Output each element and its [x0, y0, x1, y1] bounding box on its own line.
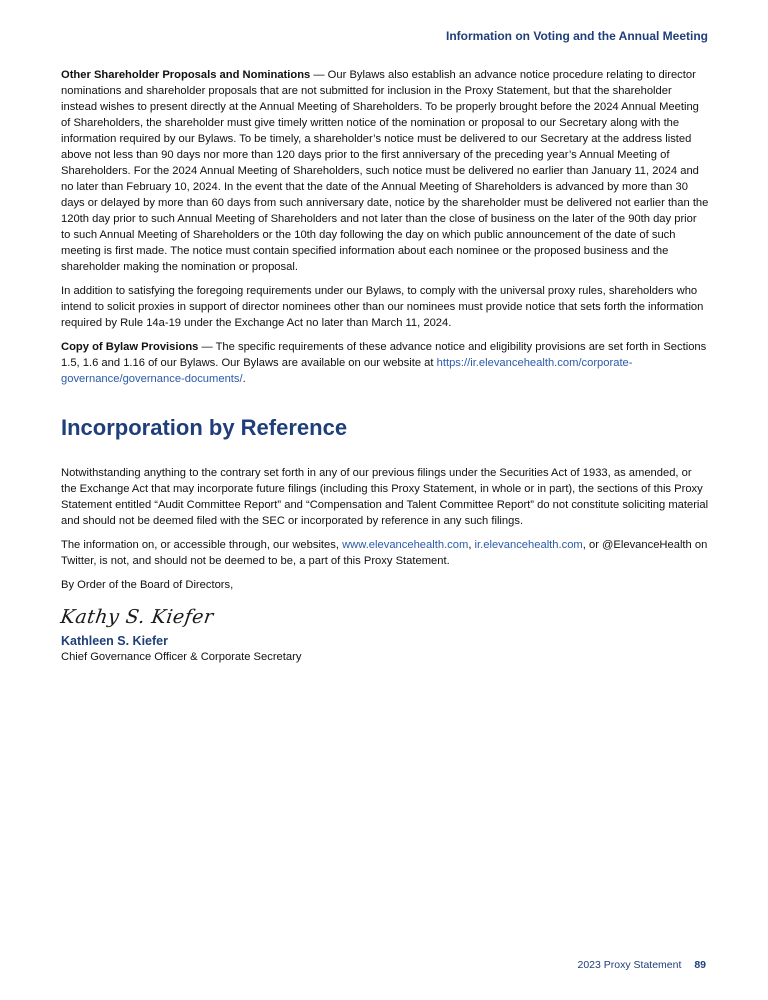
proposals-paragraph — [61, 67, 709, 275]
proposals-body: — Our Bylaws also establish an advance notice procedure relating to director nominations and shareholder proposals that are not submitted for inclusion in the Proxy Statement, but that the shareholder instead wishes to present directly at the Annual Meeting of Shareholders. To be properly brought before the 2024 Annual Meeting of Shareholders, the shareholder must give timely written notice of the nomination or proposal to our Secretary along with the information required by our Bylaws. To be timely, a shareholder’s notice must be delivered to our Secretary at the address listed above not less than 90 days nor more than 120 days prior to the first anniversary of the preceding year’s Annual Meeting of Shareholders. For the 2024 Annual Meeting of Shareholders, such notice must be delivered no earlier than January 11, 2024 and no later than February 10, 2024. In the event that the date of the Annual Meeting of Shareholders is advanced by more than 30 days or delayed by more than 60 days from such anniversary date, notice by the shareholder must be delivered not earlier than the 120th day prior to such Annual Meeting of Shareholders and not later than the close of business on the later of the 90th day prior to such Annual Meeting of Shareholders or the 10th day following the day on which public announcement of the date of such meeting is first made. The notice must contain specified information about each nominee or the proposed business and the shareholder making the nomination or proposal. — [61, 69, 709, 273]
bylaw-copy-body: — The specific requirements of these advance notice and eligibility provisions are set forth in Sections 1.5, 1.6 and 1.16 of our Bylaws. Our Bylaws are available on our website at — [61, 341, 707, 369]
signer-name: Kathleen S. Kiefer — [61, 634, 168, 648]
footer-doc-name: 2023 Proxy Statement — [577, 959, 682, 971]
page-footer — [577, 959, 706, 971]
elevancehealth-link[interactable]: www.elevancehealth.com — [342, 539, 469, 551]
websites-end: , or @ElevanceHealth on Twitter, is not, and should not be deemed to be, a part of this Proxy Statement. — [61, 539, 708, 567]
bylaw-copy-end: . — [242, 373, 246, 385]
bylaws-link[interactable]: https://ir.elevancehealth.com/corporate-governance/governance-documents/ — [61, 357, 633, 385]
signature-image — [61, 601, 709, 631]
websites-intro: The information on, or accessible through, our websites, — [61, 539, 343, 551]
page-number: 89 — [694, 959, 706, 971]
main-content — [61, 67, 709, 665]
signer-title: Chief Governance Officer & Corporate Secretary — [61, 651, 302, 663]
incorporation-heading: Incorporation by Reference — [61, 415, 348, 440]
handwritten-signature — [59, 601, 216, 631]
bylaw-copy-lead: Copy of Bylaw Provisions — [61, 341, 199, 353]
incorporation-paragraph-2 — [61, 537, 709, 569]
bylaw-copy-paragraph — [61, 339, 709, 387]
running-header: Information on Voting and the Annual Meeting — [446, 29, 708, 43]
ir-elevancehealth-link[interactable]: ir.elevancehealth.com — [474, 539, 583, 551]
websites-separator: , — [468, 539, 475, 551]
proxy-rules-paragraph: In addition to satisfying the foregoing requirements under our Bylaws, to comply with the universal proxy rules, shareholders who intend to solicit proxies in support of director nominees other than our nominees must provide notice that sets forth the information required by Rule 14a-19 under the Exchange Act no later than March 11, 2024. — [61, 285, 704, 329]
incorporation-paragraph-1: Notwithstanding anything to the contrary set forth in any of our previous filings under the Securities Act of 1933, as amended, or the Exchange Act that may incorporate future filings (including this Proxy Statement, in whole or in part), the sections of this Proxy Statement entitled “Audit Committee Report” and “Compensation and Talent Committee Report” do not constitute soliciting material and should not be deemed filed with the SEC or incorporated by reference in any such filings. — [61, 467, 709, 527]
signature-text: Kathy S. Kiefer — [59, 605, 216, 628]
closing-line: By Order of the Board of Directors, — [61, 579, 234, 591]
proposals-lead: Other Shareholder Proposals and Nominations — [61, 69, 311, 81]
